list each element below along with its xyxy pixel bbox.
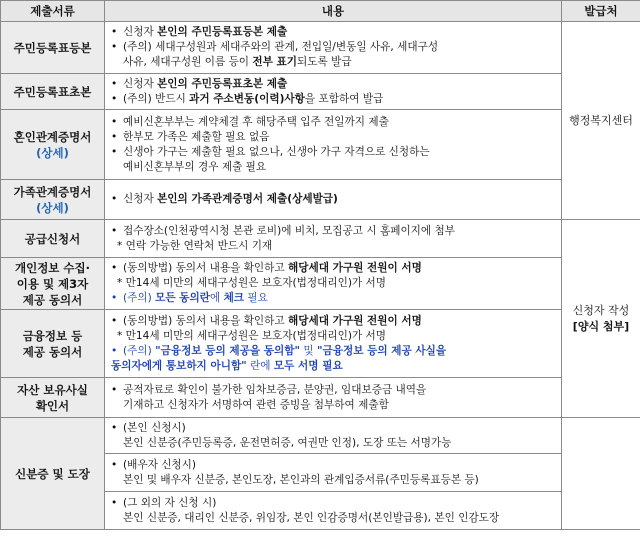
table-row xyxy=(1,378,640,418)
row-content: • (동의방법) 동의서 내용을 확인하고 해당세대 가구원 전원이 서명 * 만14세 미만의 세대구성원은 보호자(법정대리인)가 서명 • (주의) 모든 동의란에 체크 필요 xyxy=(105,258,562,310)
table-row xyxy=(1,110,640,180)
doc-family-cert xyxy=(1,180,105,220)
sub-others: • (그 외의 자 신청 시) 본인 신분증, 대리인 신분증, 위임장, 본인 인감증명서(본인발급용), 본인 인감도장 xyxy=(105,492,562,530)
table-row xyxy=(1,74,640,110)
issuer-welfare-center: 행정복지센터 xyxy=(562,22,640,220)
table-row xyxy=(1,310,640,378)
doc-financial-consent: 금융정보 등 제공 동의서 xyxy=(1,310,105,378)
sub-self: • (본인 신청시) 본인 신분증(주민등록증, 운전면허증, 여권만 인정), 도장 또는 서명가능 xyxy=(105,418,562,454)
doc-privacy-consent: 개인정보 수집· 이용 및 제3자 제공 동의서 xyxy=(1,258,105,310)
header-content: 내용 xyxy=(105,1,562,22)
doc-label: 혼인관계증명서 xyxy=(13,129,92,144)
issuer-applicant xyxy=(562,220,640,418)
row-content: • 공적자료로 확인이 불가한 임차보증금, 분양권, 임대보증금 내역을 기재하고 신청자가 서명하여 관련 증빙을 첨부하여 제출함 xyxy=(105,378,562,418)
table-row xyxy=(1,418,640,454)
issuer-applicant-label: 신청자 작성 xyxy=(572,303,630,317)
table-row xyxy=(1,258,640,310)
row-content: • 예비신혼부부는 계약체결 후 해당주택 입주 전일까지 제출 • 한부모 가족은 제출할 필요 없음 • 신생아 가구는 제출할 필요 없으나, 신생아 가구 자격으로 신청하는 예비신혼부부의 경우 제출 필요 xyxy=(105,110,562,180)
table-row xyxy=(1,220,640,258)
row-content: • 신청자 본인의 주민등록표초본 제출 • (주의) 반드시 과거 주소변동(이력)사항을 포함하여 발급 xyxy=(105,74,562,110)
detail-link[interactable]: (상세) xyxy=(36,200,69,215)
header-issuer: 발급처 xyxy=(562,1,640,22)
table-row xyxy=(1,180,640,220)
doc-marriage-cert xyxy=(1,110,105,180)
doc-resident-copy: 주민등록표등본 xyxy=(1,22,105,74)
doc-id-and-seal: 신분증 및 도장 xyxy=(1,418,105,530)
doc-label: 가족관계증명서 xyxy=(13,184,92,199)
doc-resident-abstract: 주민등록표초본 xyxy=(1,74,105,110)
row-content: • (동의방법) 동의서 내용을 확인하고 해당세대 가구원 전원이 서명 * 만14세 미만의 세대구성원은 보호자(법정대리인)가 서명 • (주의) "금융정보 등의 제공을 동의함" 및 "금융정보 등의 제공 사실을 동의자에게 통보하지 아니함" 란에 모두 서명 필요 xyxy=(105,310,562,378)
row-content: • 신청자 본인의 가족관계증명서 제출(상세발급) xyxy=(105,180,562,220)
issuer-form-attached: [양식 첨부] xyxy=(572,319,630,333)
row-content: • 접수장소(인천광역시청 본관 로비)에 비치, 모집공고 시 홈페이지에 첨부 * 연락 가능한 연락처 반드시 기재 xyxy=(105,220,562,258)
row-content: • 신청자 본인의 주민등록표등본 제출 • (주의) 세대구성원과 세대주와의 관계, 전입일/변동일 사유, 세대구성 사유, 세대구성원 이름 등이 전부 표기되도록 발급 xyxy=(105,22,562,74)
header-row xyxy=(1,1,640,22)
sub-spouse: • (배우자 신청시) 본인 및 배우자 신분증, 본인도장, 본인과의 관계입증서류(주민등록표등본 등) xyxy=(105,454,562,492)
detail-link[interactable]: (상세) xyxy=(36,145,69,160)
doc-application-form: 공급신청서 xyxy=(1,220,105,258)
table-row xyxy=(1,22,640,74)
issuer-empty xyxy=(562,418,640,530)
doc-asset-confirmation: 자산 보유사실 확인서 xyxy=(1,378,105,418)
header-doc: 제출서류 xyxy=(1,1,105,22)
